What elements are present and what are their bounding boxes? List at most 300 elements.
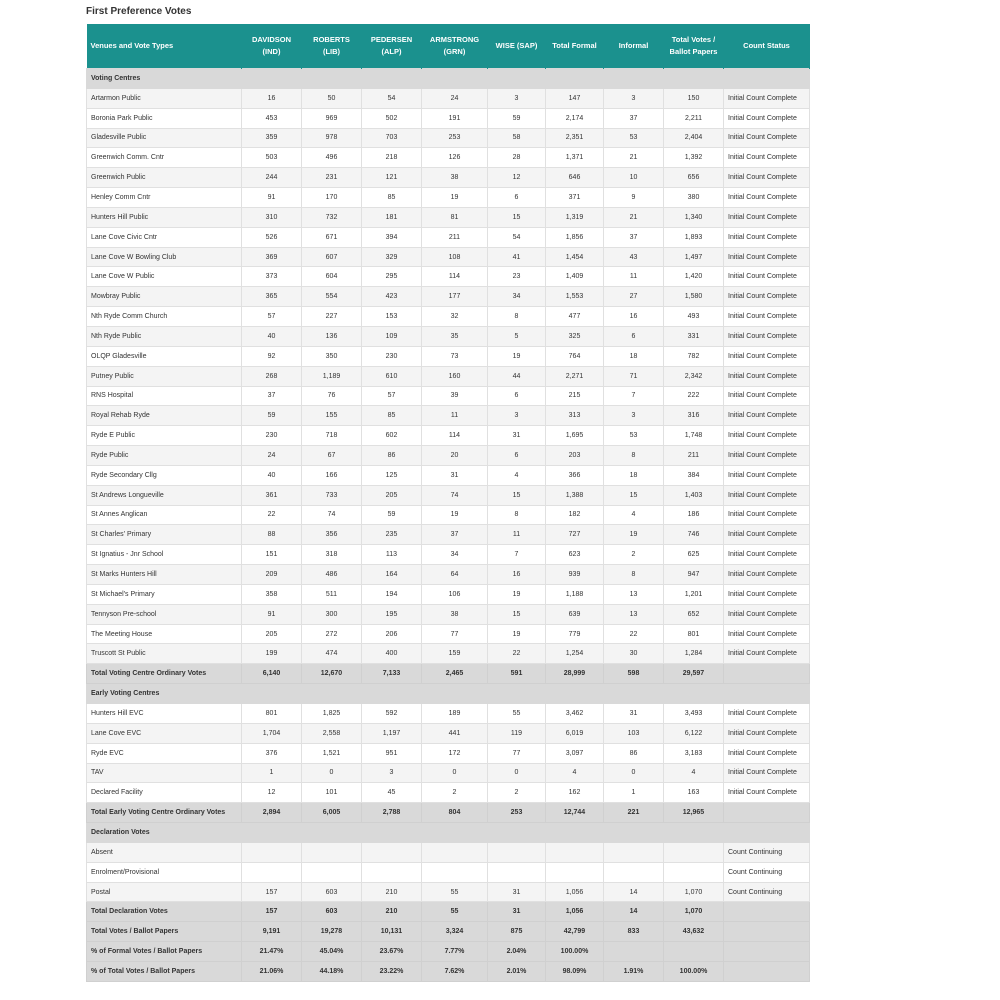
vote-value-cell: 18 — [604, 465, 664, 485]
vote-value-cell: 1,197 — [362, 723, 422, 743]
vote-value-cell: 782 — [664, 346, 724, 366]
vote-value-cell: 244 — [242, 168, 302, 188]
table-row — [87, 624, 810, 644]
vote-value-cell: 86 — [362, 446, 422, 466]
vote-value-cell: 2 — [422, 783, 488, 803]
vote-value-cell: 100.00% — [546, 942, 604, 962]
vote-value-cell: 182 — [546, 505, 604, 525]
vote-value-cell: 356 — [302, 525, 362, 545]
vote-value-cell: 477 — [546, 307, 604, 327]
column-header-count-status[interactable]: Count Status — [724, 24, 810, 69]
vote-value-cell: 12,670 — [302, 664, 362, 684]
vote-value-cell: 15 — [604, 485, 664, 505]
vote-value-cell — [302, 842, 362, 862]
vote-value-cell: 1,188 — [546, 584, 604, 604]
venue-name-cell: % of Total Votes / Ballot Papers — [87, 961, 242, 981]
vote-value-cell: 1,284 — [664, 644, 724, 664]
venue-name-cell: Declared Facility — [87, 783, 242, 803]
vote-value-cell: 12,965 — [664, 803, 724, 823]
count-status-cell — [724, 902, 810, 922]
vote-value-cell: 20 — [422, 446, 488, 466]
vote-value-cell: 14 — [604, 882, 664, 902]
venue-name-cell: Artarmon Public — [87, 88, 242, 108]
vote-value-cell: 0 — [604, 763, 664, 783]
vote-value-cell: 2,894 — [242, 803, 302, 823]
vote-value-cell: 671 — [302, 227, 362, 247]
vote-value-cell: 310 — [242, 207, 302, 227]
column-header-armstrong[interactable]: ARMSTRONG (GRN) — [422, 24, 488, 69]
count-status-cell: Count Continuing — [724, 862, 810, 882]
count-status-cell: Initial Count Complete — [724, 505, 810, 525]
vote-value-cell: 166 — [302, 465, 362, 485]
vote-value-cell: 6,122 — [664, 723, 724, 743]
vote-value-cell: 231 — [302, 168, 362, 188]
vote-value-cell: 100.00% — [664, 961, 724, 981]
vote-value-cell: 222 — [664, 386, 724, 406]
vote-value-cell: 55 — [422, 882, 488, 902]
vote-value-cell: 1,856 — [546, 227, 604, 247]
count-status-cell: Initial Count Complete — [724, 188, 810, 208]
venue-name-cell: Henley Comm Cntr — [87, 188, 242, 208]
vote-value-cell: 1,403 — [664, 485, 724, 505]
column-header-venue[interactable]: Venues and Vote Types — [87, 24, 242, 69]
count-status-cell: Initial Count Complete — [724, 644, 810, 664]
vote-value-cell: 64 — [422, 565, 488, 585]
vote-value-cell — [604, 942, 664, 962]
vote-value-cell: 2,404 — [664, 128, 724, 148]
vote-value-cell: 38 — [422, 604, 488, 624]
venue-name-cell: St Ignatius - Jnr School — [87, 545, 242, 565]
vote-value-cell: 19 — [488, 346, 546, 366]
column-header-davidson[interactable]: DAVIDSON (IND) — [242, 24, 302, 69]
venue-name-cell: Royal Rehab Ryde — [87, 406, 242, 426]
vote-value-cell: 23 — [488, 267, 546, 287]
table-row — [87, 287, 810, 307]
count-status-cell: Initial Count Complete — [724, 307, 810, 327]
vote-value-cell: 2,788 — [362, 803, 422, 823]
vote-value-cell: 91 — [242, 188, 302, 208]
page-title: First Preference Votes — [86, 6, 192, 17]
venue-name-cell: Ryde E Public — [87, 426, 242, 446]
total-row — [87, 942, 810, 962]
vote-value-cell: 1 — [242, 763, 302, 783]
venue-name-cell: Total Voting Centre Ordinary Votes — [87, 664, 242, 684]
table-row — [87, 545, 810, 565]
vote-value-cell: 22 — [242, 505, 302, 525]
vote-value-cell: 12 — [488, 168, 546, 188]
vote-value-cell: 3 — [488, 406, 546, 426]
vote-value-cell — [604, 862, 664, 882]
column-header-wise[interactable]: WISE (SAP) — [488, 24, 546, 69]
count-status-cell: Initial Count Complete — [724, 386, 810, 406]
vote-value-cell: 195 — [362, 604, 422, 624]
vote-value-cell: 453 — [242, 108, 302, 128]
vote-value-cell — [422, 862, 488, 882]
vote-value-cell: 37 — [604, 227, 664, 247]
vote-value-cell: 19 — [604, 525, 664, 545]
vote-value-cell: 1,497 — [664, 247, 724, 267]
table-row — [87, 882, 810, 902]
venue-name-cell: Postal — [87, 882, 242, 902]
vote-value-cell: 103 — [604, 723, 664, 743]
vote-value-cell — [664, 842, 724, 862]
vote-value-cell: 30 — [604, 644, 664, 664]
table-row — [87, 188, 810, 208]
vote-value-cell: 16 — [242, 88, 302, 108]
vote-value-cell: 5 — [488, 326, 546, 346]
vote-value-cell: 441 — [422, 723, 488, 743]
count-status-cell: Initial Count Complete — [724, 763, 810, 783]
vote-value-cell: 114 — [422, 426, 488, 446]
vote-value-cell: 59 — [362, 505, 422, 525]
table-row — [87, 307, 810, 327]
vote-value-cell: 37 — [242, 386, 302, 406]
vote-value-cell: 733 — [302, 485, 362, 505]
vote-value-cell: 1,056 — [546, 902, 604, 922]
venue-name-cell: Boronia Park Public — [87, 108, 242, 128]
vote-value-cell: 74 — [302, 505, 362, 525]
vote-value-cell: 779 — [546, 624, 604, 644]
table-row — [87, 406, 810, 426]
venue-name-cell: Greenwich Public — [87, 168, 242, 188]
table-row — [87, 565, 810, 585]
vote-value-cell: 43 — [604, 247, 664, 267]
venue-name-cell: TAV — [87, 763, 242, 783]
venue-name-cell: Lane Cove W Public — [87, 267, 242, 287]
vote-value-cell: 227 — [302, 307, 362, 327]
vote-value-cell: 31 — [422, 465, 488, 485]
count-status-cell: Initial Count Complete — [724, 366, 810, 386]
vote-value-cell: 108 — [422, 247, 488, 267]
vote-value-cell: 978 — [302, 128, 362, 148]
vote-value-cell: 85 — [362, 188, 422, 208]
vote-value-cell: 8 — [604, 446, 664, 466]
table-row — [87, 644, 810, 664]
vote-value-cell: 28,999 — [546, 664, 604, 684]
vote-value-cell: 59 — [242, 406, 302, 426]
vote-value-cell: 230 — [242, 426, 302, 446]
vote-value-cell: 4 — [546, 763, 604, 783]
count-status-cell: Initial Count Complete — [724, 485, 810, 505]
vote-value-cell: 376 — [242, 743, 302, 763]
vote-value-cell: 10 — [604, 168, 664, 188]
vote-value-cell: 253 — [422, 128, 488, 148]
vote-value-cell: 40 — [242, 326, 302, 346]
vote-value-cell: 151 — [242, 545, 302, 565]
vote-value-cell: 1,825 — [302, 704, 362, 724]
vote-value-cell: 15 — [488, 485, 546, 505]
count-status-cell: Initial Count Complete — [724, 624, 810, 644]
vote-value-cell: 9,191 — [242, 922, 302, 942]
vote-value-cell: 7,133 — [362, 664, 422, 684]
venue-name-cell: St Andrews Longueville — [87, 485, 242, 505]
column-header-total-votes[interactable]: Total Votes / Ballot Papers — [664, 24, 724, 69]
vote-value-cell — [362, 862, 422, 882]
section-label: Early Voting Centres — [87, 684, 810, 704]
vote-value-cell: 511 — [302, 584, 362, 604]
count-status-cell — [724, 922, 810, 942]
count-status-cell — [724, 664, 810, 684]
vote-value-cell: 358 — [242, 584, 302, 604]
vote-value-cell: 2,342 — [664, 366, 724, 386]
venue-name-cell: Nth Ryde Public — [87, 326, 242, 346]
vote-value-cell: 22 — [488, 644, 546, 664]
vote-value-cell: 316 — [664, 406, 724, 426]
column-header-pedersen[interactable]: PEDERSEN (ALP) — [362, 24, 422, 69]
venue-name-cell: Lane Cove W Bowling Club — [87, 247, 242, 267]
table-row — [87, 247, 810, 267]
vote-value-cell: 21.47% — [242, 942, 302, 962]
vote-value-cell: 43,632 — [664, 922, 724, 942]
vote-value-cell: 969 — [302, 108, 362, 128]
vote-value-cell: 38 — [422, 168, 488, 188]
vote-value-cell: 4 — [488, 465, 546, 485]
table-row — [87, 763, 810, 783]
count-status-cell — [724, 961, 810, 981]
vote-value-cell: 373 — [242, 267, 302, 287]
table-row — [87, 485, 810, 505]
vote-value-cell: 21.06% — [242, 961, 302, 981]
venue-name-cell: Hunters Hill Public — [87, 207, 242, 227]
vote-value-cell: 8 — [604, 565, 664, 585]
table-row — [87, 525, 810, 545]
vote-value-cell: 21 — [604, 148, 664, 168]
vote-value-cell: 1,553 — [546, 287, 604, 307]
vote-value-cell: 15 — [488, 207, 546, 227]
count-status-cell: Initial Count Complete — [724, 426, 810, 446]
vote-value-cell — [422, 842, 488, 862]
vote-value-cell: 2,465 — [422, 664, 488, 684]
vote-value-cell: 11 — [604, 267, 664, 287]
vote-value-cell: 230 — [362, 346, 422, 366]
vote-value-cell: 1,070 — [664, 902, 724, 922]
vote-value-cell: 77 — [422, 624, 488, 644]
vote-value-cell: 493 — [664, 307, 724, 327]
vote-value-cell: 7 — [604, 386, 664, 406]
vote-value-cell: 1,388 — [546, 485, 604, 505]
vote-value-cell: 14 — [604, 902, 664, 922]
count-status-cell: Initial Count Complete — [724, 88, 810, 108]
vote-value-cell: 19,278 — [302, 922, 362, 942]
total-row — [87, 902, 810, 922]
vote-value-cell: 45.04% — [302, 942, 362, 962]
vote-value-cell: 211 — [664, 446, 724, 466]
vote-value-cell: 74 — [422, 485, 488, 505]
section-label: Voting Centres — [87, 69, 810, 89]
vote-value-cell — [546, 862, 604, 882]
vote-value-cell: 12 — [242, 783, 302, 803]
column-header-roberts[interactable]: ROBERTS (LIB) — [302, 24, 362, 69]
vote-value-cell: 272 — [302, 624, 362, 644]
vote-value-cell: 2.01% — [488, 961, 546, 981]
vote-value-cell: 37 — [422, 525, 488, 545]
vote-value-cell: 4 — [604, 505, 664, 525]
vote-value-cell: 13 — [604, 604, 664, 624]
vote-value-cell: 526 — [242, 227, 302, 247]
count-status-cell: Initial Count Complete — [724, 148, 810, 168]
vote-value-cell: 268 — [242, 366, 302, 386]
vote-value-cell: 592 — [362, 704, 422, 724]
vote-value-cell: 361 — [242, 485, 302, 505]
vote-value-cell: 24 — [242, 446, 302, 466]
vote-value-cell — [604, 842, 664, 862]
vote-value-cell: 7.77% — [422, 942, 488, 962]
count-status-cell: Initial Count Complete — [724, 525, 810, 545]
vote-value-cell: 22 — [604, 624, 664, 644]
vote-value-cell: 162 — [546, 783, 604, 803]
vote-value-cell: 732 — [302, 207, 362, 227]
vote-value-cell: 331 — [664, 326, 724, 346]
vote-value-cell: 53 — [604, 426, 664, 446]
vote-value-cell: 19 — [422, 188, 488, 208]
vote-value-cell: 947 — [664, 565, 724, 585]
count-status-cell: Count Continuing — [724, 882, 810, 902]
vote-value-cell: 801 — [242, 704, 302, 724]
vote-value-cell: 42,799 — [546, 922, 604, 942]
vote-value-cell: 503 — [242, 148, 302, 168]
vote-value-cell: 1,454 — [546, 247, 604, 267]
vote-value-cell: 2 — [488, 783, 546, 803]
vote-value-cell: 159 — [422, 644, 488, 664]
venue-name-cell: Nth Ryde Comm Church — [87, 307, 242, 327]
vote-value-cell: 1,189 — [302, 366, 362, 386]
venue-name-cell: St Annes Anglican — [87, 505, 242, 525]
table-row — [87, 386, 810, 406]
vote-value-cell: 218 — [362, 148, 422, 168]
vote-value-cell: 727 — [546, 525, 604, 545]
table-row — [87, 446, 810, 466]
venue-name-cell: Lane Cove Civic Cntr — [87, 227, 242, 247]
vote-value-cell: 939 — [546, 565, 604, 585]
vote-value-cell: 114 — [422, 267, 488, 287]
vote-value-cell: 31 — [488, 426, 546, 446]
vote-value-cell: 3,324 — [422, 922, 488, 942]
vote-value-cell: 1,201 — [664, 584, 724, 604]
venue-name-cell: Absent — [87, 842, 242, 862]
table-row — [87, 267, 810, 287]
vote-value-cell: 31 — [488, 902, 546, 922]
vote-value-cell: 23.22% — [362, 961, 422, 981]
vote-value-cell: 235 — [362, 525, 422, 545]
vote-value-cell: 109 — [362, 326, 422, 346]
vote-value-cell: 16 — [488, 565, 546, 585]
vote-value-cell: 155 — [302, 406, 362, 426]
vote-value-cell: 106 — [422, 584, 488, 604]
vote-value-cell: 19 — [488, 624, 546, 644]
vote-value-cell: 502 — [362, 108, 422, 128]
count-status-cell — [724, 803, 810, 823]
vote-value-cell: 6,140 — [242, 664, 302, 684]
vote-value-cell: 3,183 — [664, 743, 724, 763]
vote-value-cell: 2,271 — [546, 366, 604, 386]
vote-value-cell: 85 — [362, 406, 422, 426]
count-status-cell: Initial Count Complete — [724, 168, 810, 188]
vote-value-cell: 394 — [362, 227, 422, 247]
vote-value-cell: 646 — [546, 168, 604, 188]
venue-name-cell: Ryde Public — [87, 446, 242, 466]
vote-value-cell: 801 — [664, 624, 724, 644]
total-row — [87, 922, 810, 942]
vote-value-cell: 211 — [422, 227, 488, 247]
vote-value-cell — [488, 842, 546, 862]
vote-value-cell: 253 — [488, 803, 546, 823]
vote-value-cell: 150 — [664, 88, 724, 108]
vote-value-cell: 3 — [604, 88, 664, 108]
table-row — [87, 207, 810, 227]
vote-value-cell: 119 — [488, 723, 546, 743]
vote-value-cell: 31 — [488, 882, 546, 902]
vote-value-cell: 37 — [604, 108, 664, 128]
count-status-cell: Initial Count Complete — [724, 604, 810, 624]
count-status-cell: Initial Count Complete — [724, 565, 810, 585]
table-header-row — [87, 24, 810, 69]
vote-value-cell: 833 — [604, 922, 664, 942]
vote-value-cell: 8 — [488, 307, 546, 327]
vote-value-cell — [488, 862, 546, 882]
vote-value-cell: 371 — [546, 188, 604, 208]
vote-value-cell: 19 — [488, 584, 546, 604]
vote-value-cell: 3 — [488, 88, 546, 108]
vote-value-cell: 209 — [242, 565, 302, 585]
count-status-cell: Initial Count Complete — [724, 227, 810, 247]
vote-value-cell: 9 — [604, 188, 664, 208]
vote-value-cell: 6 — [488, 188, 546, 208]
vote-value-cell: 58 — [488, 128, 546, 148]
vote-value-cell: 32 — [422, 307, 488, 327]
vote-value-cell: 380 — [664, 188, 724, 208]
venue-name-cell: St Charles' Primary — [87, 525, 242, 545]
vote-value-cell: 325 — [546, 326, 604, 346]
vote-value-cell: 591 — [488, 664, 546, 684]
vote-value-cell: 1,254 — [546, 644, 604, 664]
vote-value-cell — [664, 862, 724, 882]
vote-value-cell: 598 — [604, 664, 664, 684]
table-row — [87, 584, 810, 604]
column-header-total-formal[interactable]: Total Formal — [546, 24, 604, 69]
table-row — [87, 326, 810, 346]
vote-value-cell — [242, 842, 302, 862]
vote-value-cell: 59 — [488, 108, 546, 128]
vote-value-cell: 3,097 — [546, 743, 604, 763]
vote-value-cell: 44 — [488, 366, 546, 386]
table-row — [87, 227, 810, 247]
vote-value-cell: 313 — [546, 406, 604, 426]
vote-value-cell: 764 — [546, 346, 604, 366]
column-header-informal[interactable]: Informal — [604, 24, 664, 69]
vote-value-cell: 34 — [422, 545, 488, 565]
vote-value-cell: 186 — [664, 505, 724, 525]
table-row — [87, 128, 810, 148]
vote-value-cell: 1 — [604, 783, 664, 803]
table-row — [87, 783, 810, 803]
table-row — [87, 346, 810, 366]
count-status-cell: Initial Count Complete — [724, 247, 810, 267]
vote-value-cell: 1,340 — [664, 207, 724, 227]
vote-value-cell: 1,695 — [546, 426, 604, 446]
count-status-cell: Initial Count Complete — [724, 326, 810, 346]
venue-name-cell: The Meeting House — [87, 624, 242, 644]
vote-value-cell: 875 — [488, 922, 546, 942]
vote-value-cell: 6,019 — [546, 723, 604, 743]
vote-value-cell: 604 — [302, 267, 362, 287]
table-row — [87, 842, 810, 862]
venue-name-cell: RNS Hospital — [87, 386, 242, 406]
vote-value-cell: 7 — [488, 545, 546, 565]
vote-value-cell: 55 — [488, 704, 546, 724]
vote-value-cell: 11 — [422, 406, 488, 426]
vote-value-cell: 0 — [422, 763, 488, 783]
vote-value-cell: 804 — [422, 803, 488, 823]
